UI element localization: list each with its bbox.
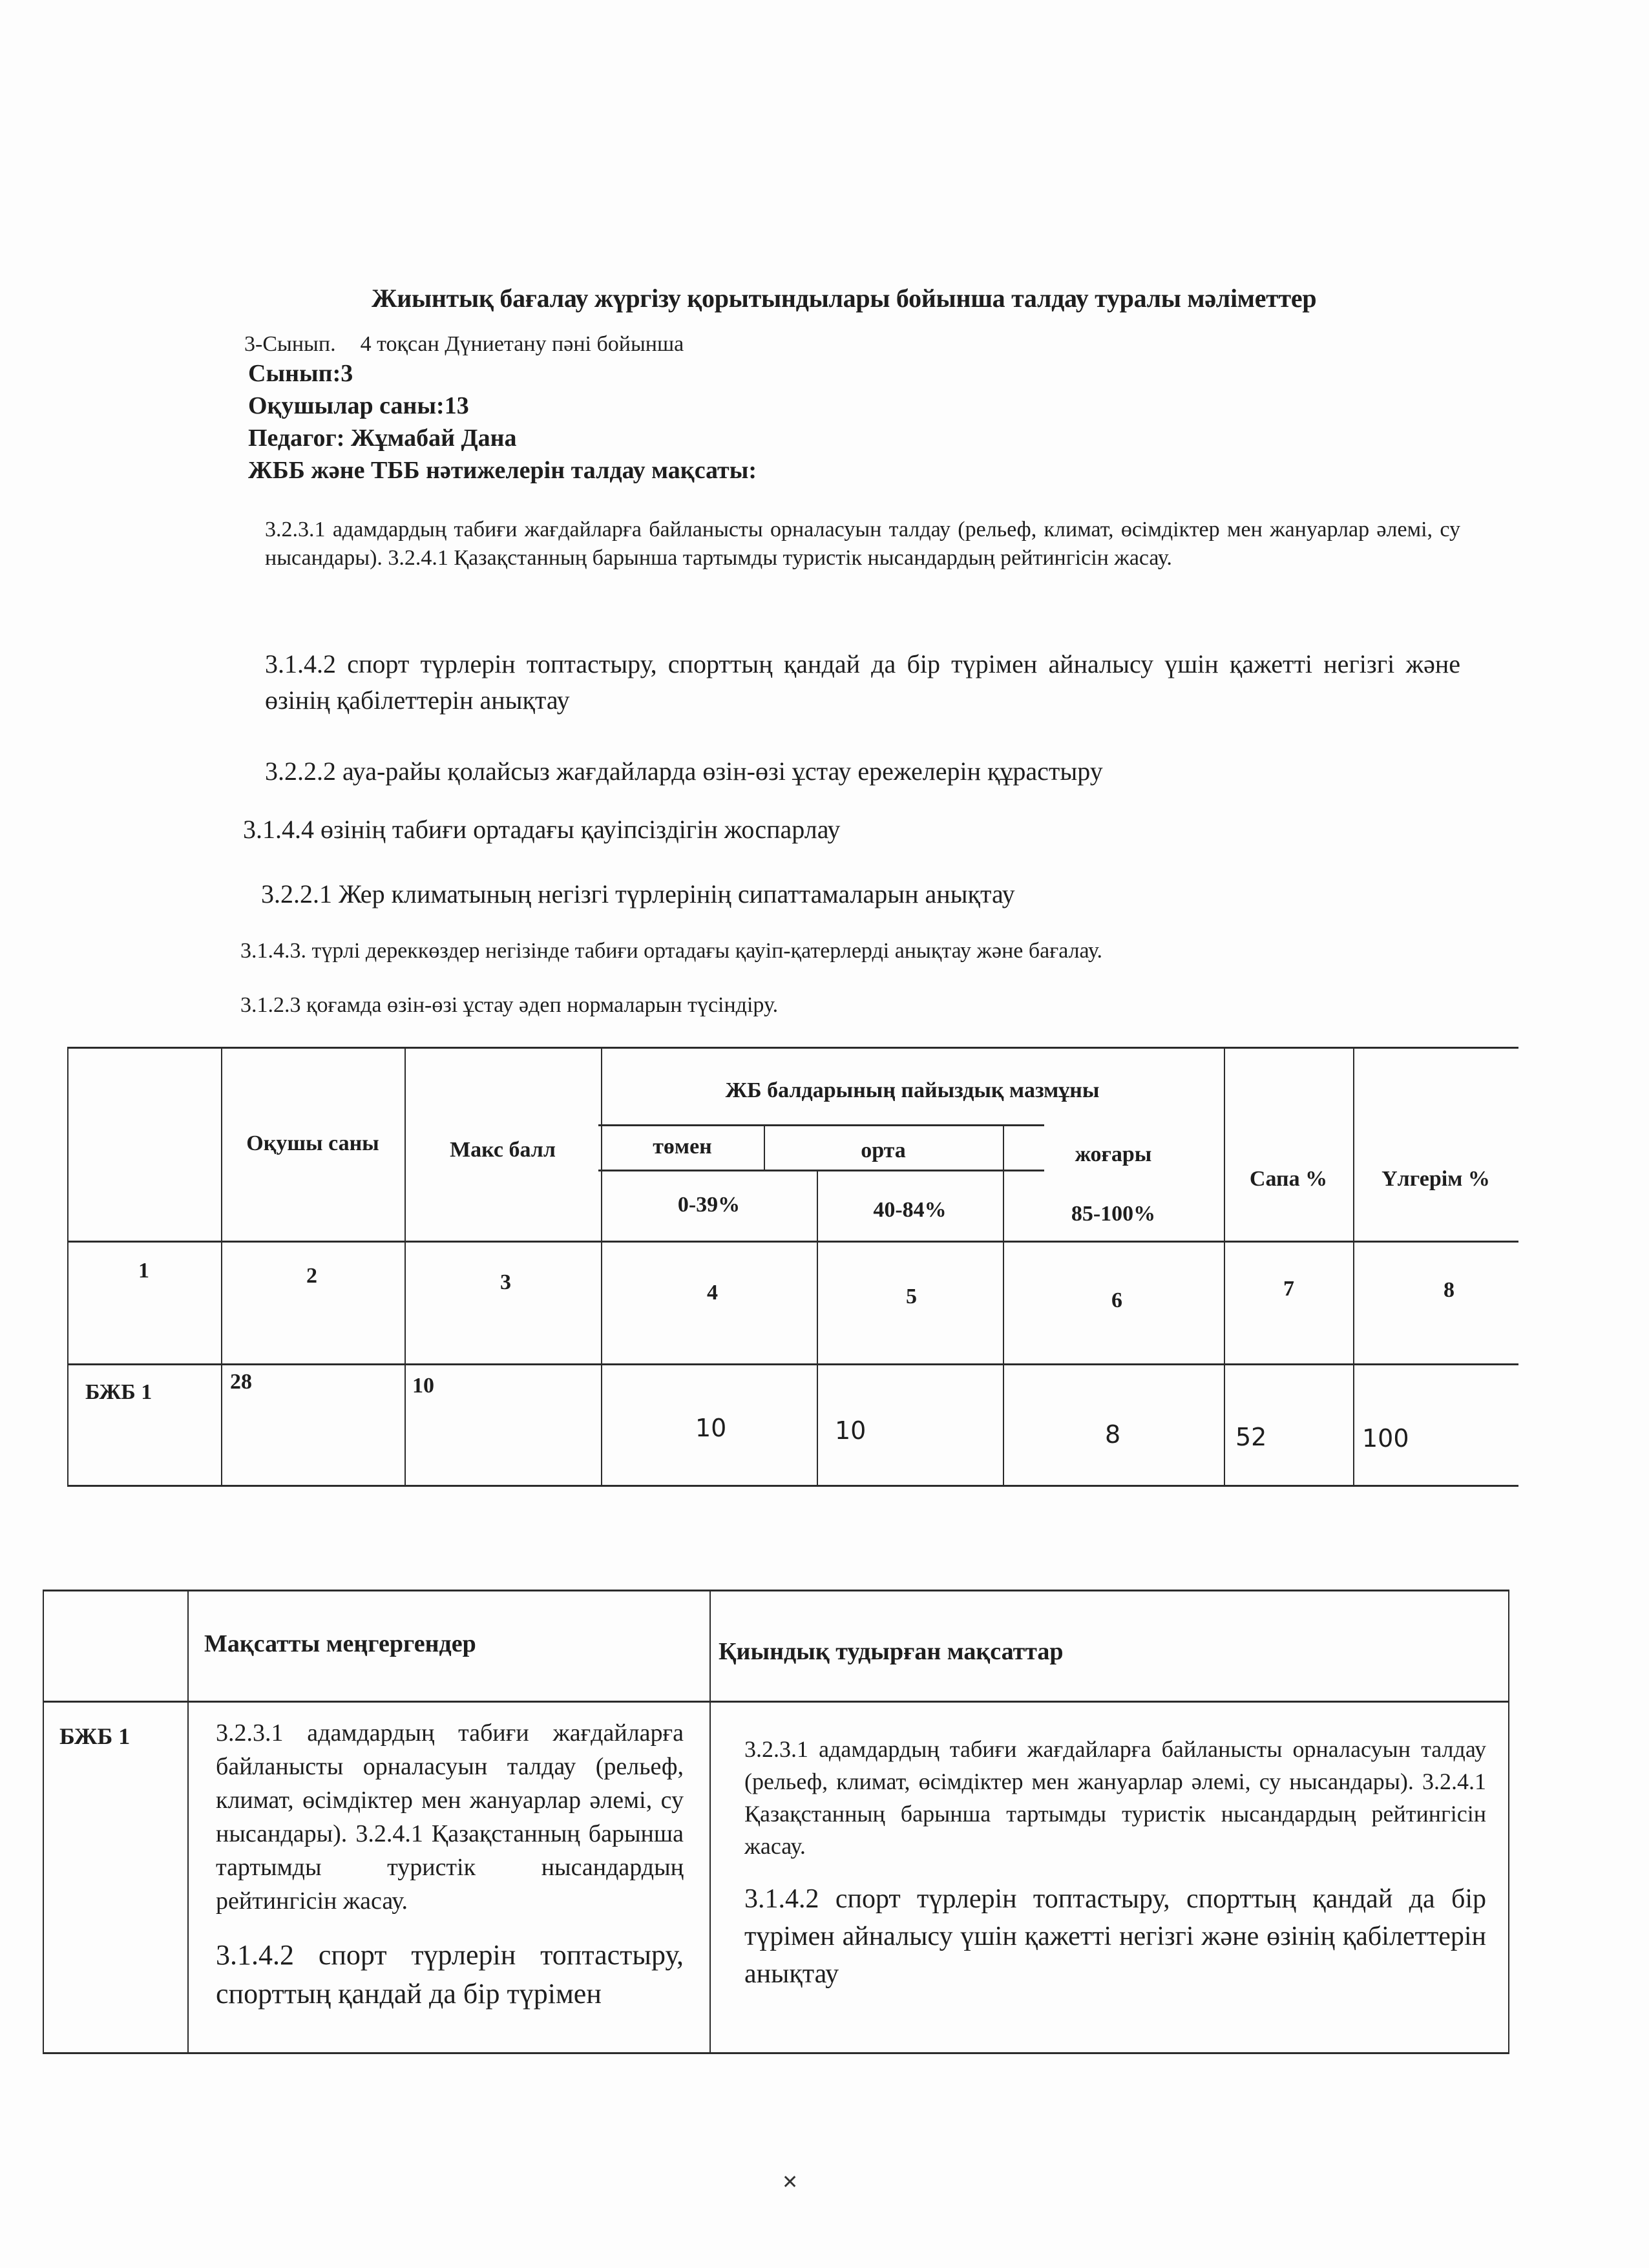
objective-item: 3.1.4.2 спорт түрлерін топтастыру, спорттың қандай да бір түрімен айналысу үшін қажетті негізгі және өзінің қабілеттерін анықтау (265, 649, 1460, 715)
goals-table (43, 1590, 1509, 2055)
cell-max-score: 10 (412, 1374, 434, 1398)
header-low: төмен (653, 1135, 712, 1159)
difficult-goals-cell (744, 1733, 1486, 2011)
objective-item: 3.1.4.4 өзінің табиғи ортадағы қауіпсіздігін жоспарлау (243, 815, 841, 844)
header-mid: орта (861, 1139, 906, 1162)
header-students-count: Оқушы саны (246, 1131, 379, 1155)
students-count-info: Оқушылар саны:13 (248, 392, 469, 419)
cell-high: 8 (1105, 1420, 1121, 1449)
column-number: 5 (906, 1285, 917, 1308)
class-info: Сынып:3 (248, 360, 353, 387)
column-number: 7 (1283, 1277, 1294, 1301)
achieved-goals-cell (216, 1716, 684, 2032)
header-high: жоғары (1075, 1142, 1152, 1166)
quarter-subject: 4 тоқсан Дүниетану пәні бойынша (360, 332, 684, 356)
cell-mid: 10 (835, 1416, 867, 1445)
achieved-goal-item: 3.1.4.2 спорт түрлерін топтастыру, спорттың қандай да бір түрімен (216, 1939, 684, 2010)
row-label: БЖБ 1 (59, 1723, 131, 1749)
objective-item: 3.1.4.3. түрлі дереккөздер негізінде табиғи ортадағы қауіп-қатерлерді анықтау және бағалау. (240, 939, 1103, 963)
header-low-range: 0-39% (677, 1193, 740, 1217)
header-achieved-goals: Мақсатты меңгергендер (204, 1630, 476, 1657)
column-number: 1 (138, 1259, 149, 1283)
objective-item: 3.1.2.3 қоғамда өзін-өзі ұстау әдеп нормаларын түсіндіру. (240, 993, 779, 1017)
header-mid-range: 40-84% (873, 1198, 947, 1222)
column-number: 2 (306, 1264, 317, 1288)
difficult-goal-item: 3.2.3.1 адамдардың табиғи жағдайларға байланысты орналасуын талдау (рельеф, климат, өсімдіктер мен жануарлар әлемі, су нысандары). 3.2.4.1 Қазақстанның барынша тартымды туристік нысандардың рейтингісін жасау. (744, 1736, 1486, 1859)
header-high-range: 85-100% (1071, 1202, 1156, 1226)
objective-item: 3.2.3.1 адамдардың табиғи жағдайларға байланысты орналасуын талдау (рельеф, климат, өсімдіктер мен жануарлар әлемі, су нысандары). 3.2.4.1 Қазақстанның барынша тартымды туристік нысандардың рейтингісін жасау. (265, 518, 1460, 570)
row-label: БЖБ 1 (85, 1380, 152, 1404)
header-difficult-goals: Қиындық тудырған мақсаттар (719, 1638, 1064, 1665)
scan-artifact-icon: ✕ (782, 2171, 799, 2194)
header-score-distribution: ЖБ балдарының пайыздық мазмұны (725, 1078, 1100, 1102)
class-label: 3-Сынып. (244, 332, 336, 356)
cell-quality: 52 (1235, 1423, 1267, 1451)
column-number: 6 (1111, 1288, 1122, 1312)
results-table (67, 1047, 1518, 1486)
cell-students-count: 28 (230, 1370, 252, 1394)
header-quality: Сапа % (1249, 1167, 1328, 1191)
teacher-info: Педагог: Жұмабай Дана (248, 425, 517, 452)
header-max-score: Макс балл (450, 1138, 556, 1162)
column-number: 4 (707, 1281, 718, 1305)
header-progress: Үлгерім % (1381, 1167, 1490, 1191)
column-number: 8 (1444, 1278, 1455, 1302)
difficult-goal-item: 3.1.4.2 спорт түрлерін топтастыру, спорттың қандай да бір түрімен айналысу үшін қажетті негізгі және өзінің қабілеттерін анықтау (744, 1884, 1486, 1989)
achieved-goal-item: 3.2.3.1 адамдардың табиғи жағдайларға байланысты орналасуын талдау (рельеф, климат, өсімдіктер мен жануарлар әлемі, су нысандары). 3.2.4.1 Қазақстанның барынша тартымды туристік нысандардың рейтингісін жасау. (216, 1719, 684, 1915)
cell-progress: 100 (1362, 1424, 1409, 1453)
document-title: Жиынтық бағалау жүргізу қорытындылары бойынша талдау туралы мәліметтер (372, 284, 1317, 313)
objective-item: 3.2.2.2 ауа-райы қолайсыз жағдайларда өзін-өзі ұстау ережелерін құрастыру (265, 757, 1103, 786)
document-subtitle (244, 332, 684, 357)
cell-low: 10 (695, 1414, 727, 1442)
purpose-heading: ЖББ және ТББ нәтижелерін талдау мақсаты: (248, 457, 757, 484)
column-number: 3 (500, 1270, 511, 1294)
objective-item: 3.2.2.1 Жер климатының негізгі түрлерінің сипаттамаларын анықтау (261, 879, 1015, 908)
